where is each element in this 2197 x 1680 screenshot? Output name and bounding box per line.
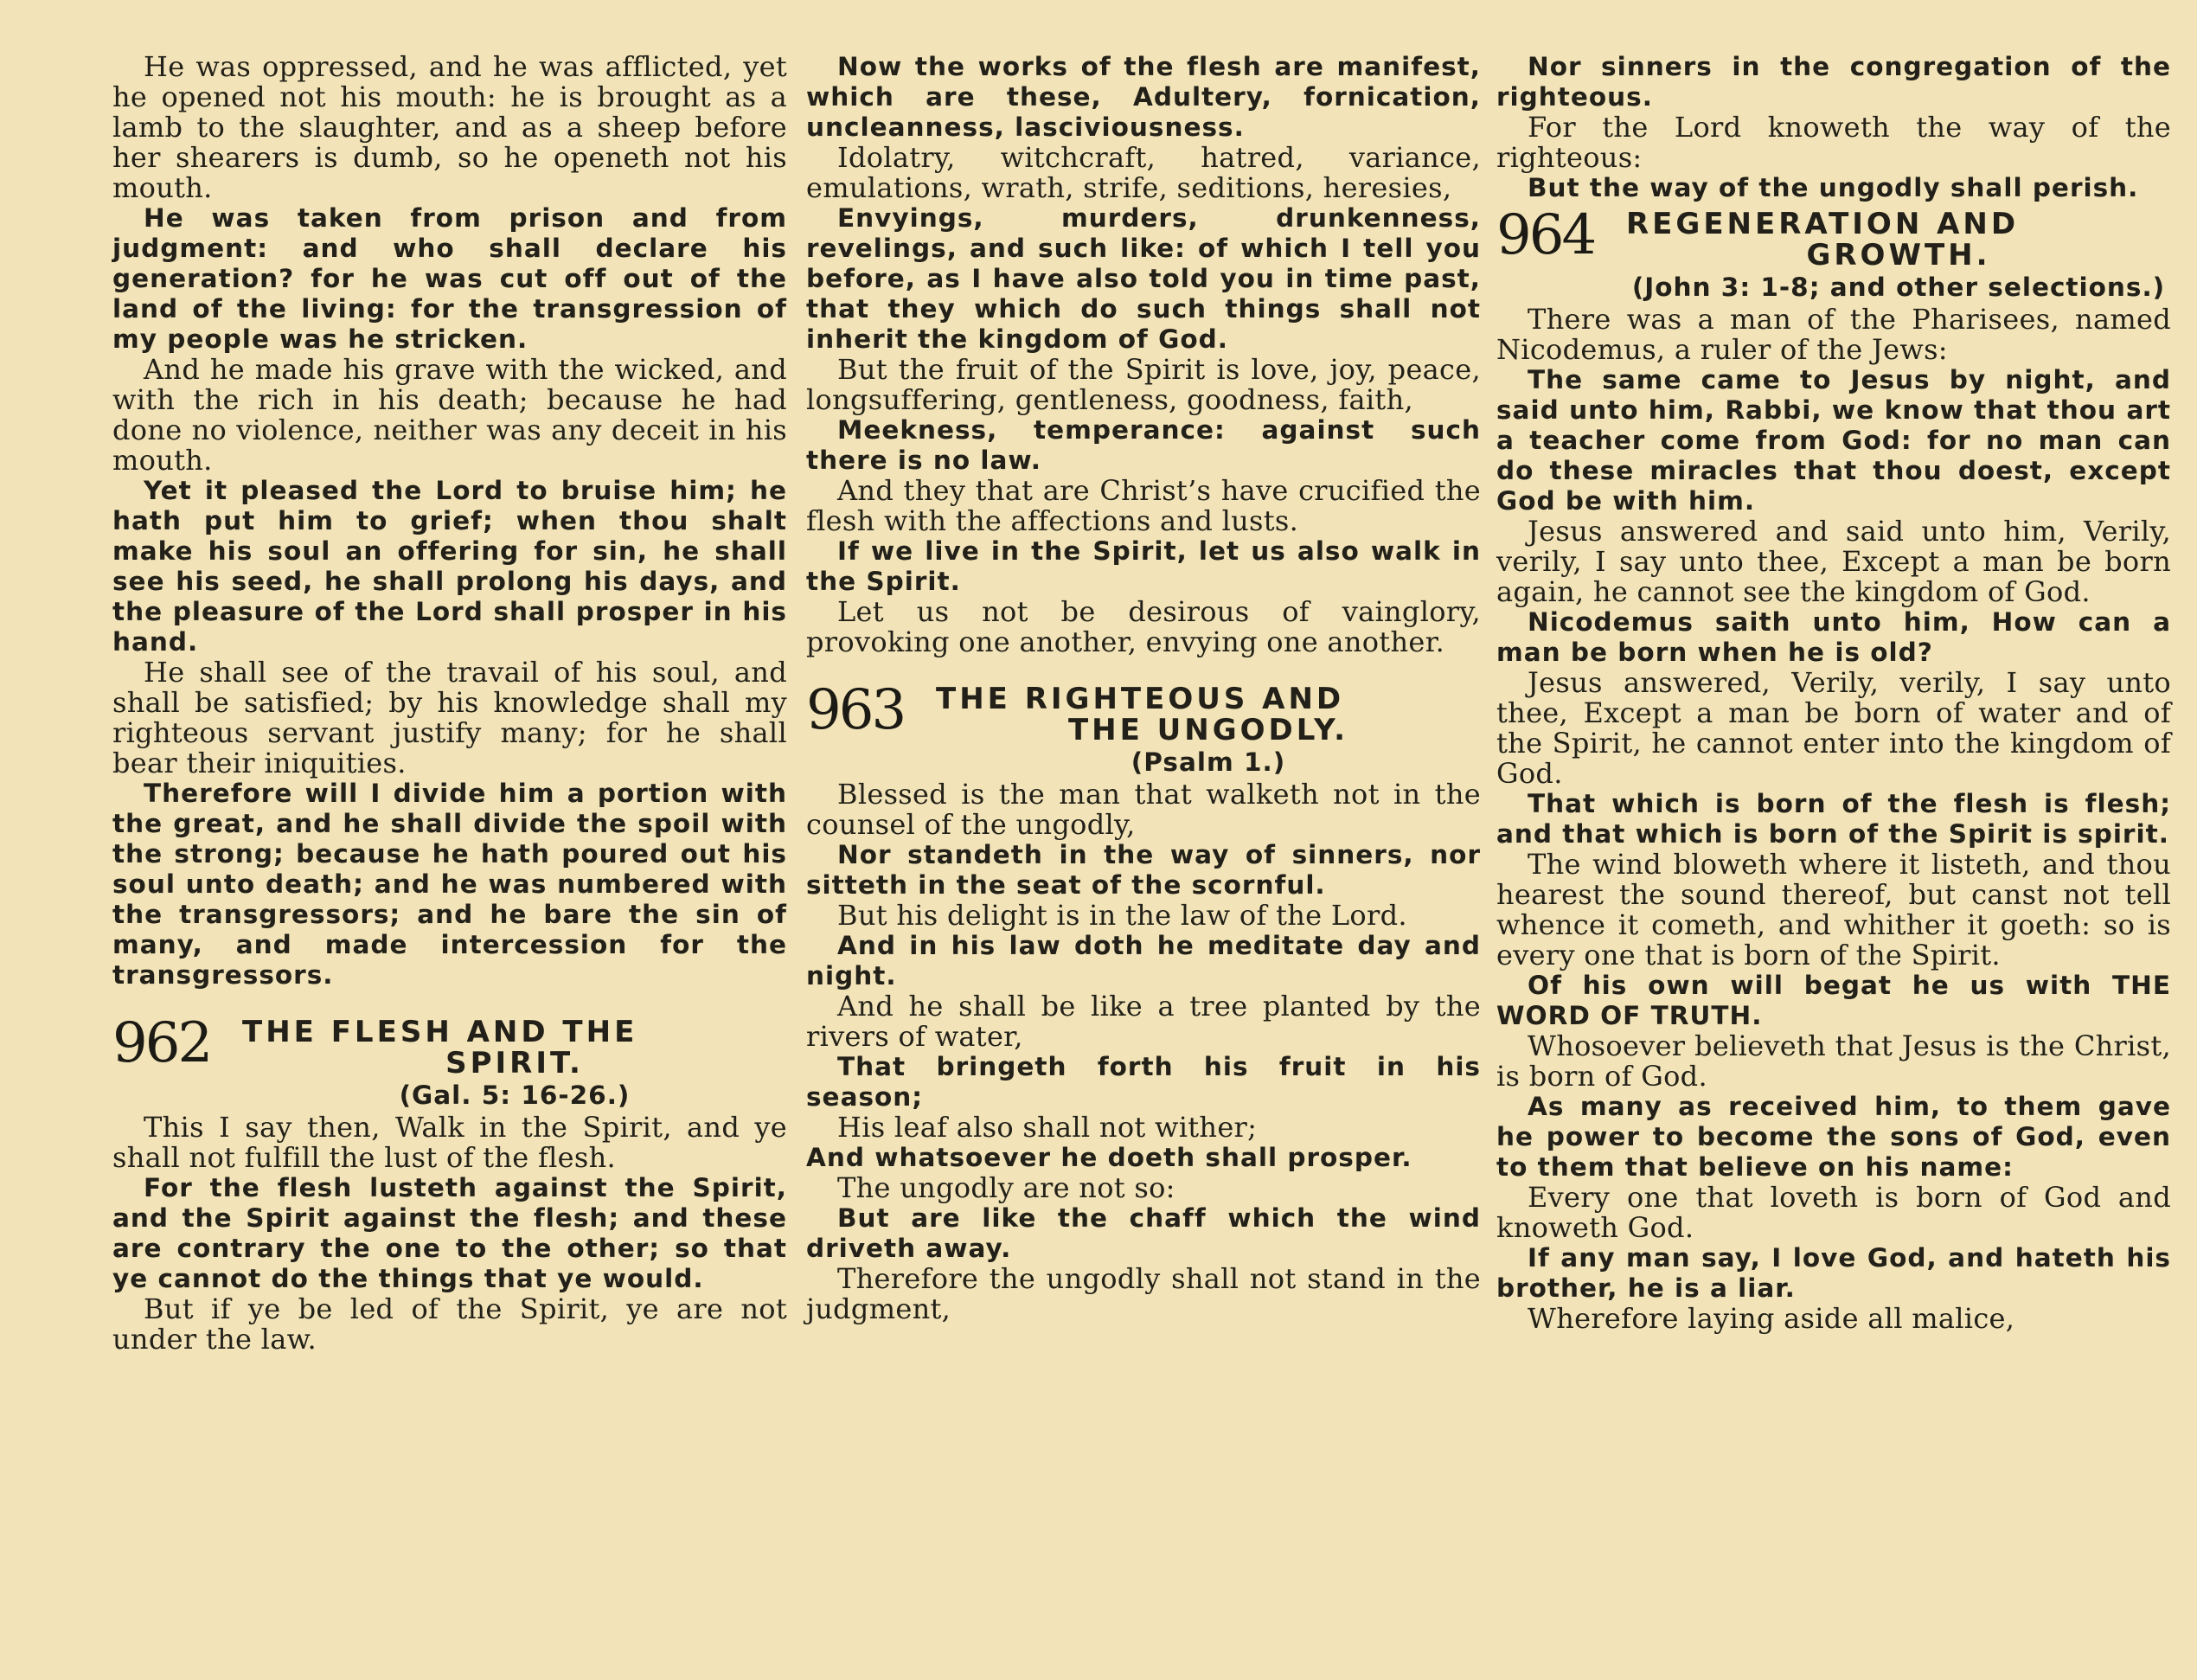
text-column-1 xyxy=(112,52,787,1355)
text-column-2 xyxy=(806,52,1481,1324)
reading-line: He shall see of the travail of his soul, and shall be satisfied; by his knowledge shall my righteous servant justify many; for he shall bear their iniquities. xyxy=(112,656,787,779)
section-number: 964 xyxy=(1496,203,1595,267)
reading-line: If any man say, I love God, and hateth his brother, he is a liar. xyxy=(1496,1243,2171,1303)
reading-line: For the Lord knoweth the way of the righteous: xyxy=(1496,111,2171,174)
reading-line: Jesus answered and said unto him, Verily, verily, I say unto thee, Except a man be born again, he cannot see the kingdom of God. xyxy=(1496,515,2171,608)
reading-line: Idolatry, witchcraft, hatred, variance, emulations, wrath, strife, seditions, heresies, xyxy=(806,141,1481,204)
reading-line: Therefore the ungodly shall not stand in the judgment, xyxy=(806,1262,1481,1325)
reading-line: That bringeth forth his fruit in his season; xyxy=(806,1052,1481,1112)
reading-line: Every one that loveth is born of God and knoweth God. xyxy=(1496,1181,2171,1244)
section-title xyxy=(936,683,1481,746)
text-column-3 xyxy=(1496,52,2171,1334)
section-heading-964 xyxy=(1496,203,2171,273)
reading-line: Nicodemus saith unto him, How can a man be born when he is old? xyxy=(1496,607,2171,667)
reading-line: As many as received him, to them gave he power to become the sons of God, even to them that believe on his name: xyxy=(1496,1092,2171,1182)
section-title-line-1: THE FLESH AND THE xyxy=(242,1015,638,1049)
scripture-reference: (Psalm 1.) xyxy=(1131,747,1286,777)
reading-line: His leaf also shall not wither; xyxy=(837,1111,1258,1144)
section-title-line-2: THE UNGODLY. xyxy=(1067,713,1349,747)
reading-line: And he shall be like a tree planted by the rivers of water, xyxy=(806,990,1481,1053)
reading-line: But his delight is in the law of the Lord. xyxy=(837,899,1407,932)
reading-line: And he made his grave with the wicked, and with the rich in his death; because he had done no violence, neither was any deceit in his mouth. xyxy=(112,353,787,477)
section-title xyxy=(1626,208,2171,271)
reading-line: But the way of the ungodly shall perish. xyxy=(1528,173,2139,202)
reading-line: But are like the chaff which the wind driveth away. xyxy=(806,1203,1481,1263)
section-heading-963 xyxy=(806,678,1481,747)
reading-line: Let us not be desirous of vainglory, provoking one another, envying one another. xyxy=(806,595,1481,658)
reading-line: Blessed is the man that walketh not in the counsel of the ungodly, xyxy=(806,778,1481,841)
scripture-reference: (Gal. 5: 16-26.) xyxy=(399,1080,631,1110)
reading-line: Wherefore laying aside all malice, xyxy=(1528,1302,2015,1335)
reading-line: That which is born of the flesh is flesh; and that which is born of the Spirit is spirit. xyxy=(1496,789,2171,849)
reading-line: Envyings, murders, drunkenness, revelings, and such like: of which I tell you before, as I have also told you in time past, that they which do such things shall not inherit the kingdom of God. xyxy=(806,203,1481,354)
reading-line: But if ye be led of the Spirit, ye are not under the law. xyxy=(112,1292,787,1356)
scripture-reference: (John 3: 1-8; and other selections.) xyxy=(1631,273,2166,302)
section-title xyxy=(242,1016,787,1079)
reading-line: But the fruit of the Spirit is love, joy, peace, longsuffering, gentleness, goodness, faith, xyxy=(806,353,1481,416)
reading-line: Meekness, temperance: against such there is no law. xyxy=(806,415,1481,475)
reading-line: This I say then, Walk in the Spirit, and ye shall not fulfill the lust of the flesh. xyxy=(112,1111,787,1174)
section-title-line-2: GROWTH. xyxy=(1806,238,1991,273)
section-title-line-1: REGENERATION AND xyxy=(1626,207,2020,241)
reading-line: He was oppressed, and he was afflicted, yet he opened not his mouth: he is brought as a lamb to the slaughter, and as a sheep before her shearers is dumb, so he openeth not his mouth. xyxy=(112,50,787,204)
reading-line: The wind bloweth where it listeth, and thou hearest the sound thereof, but canst not tell whence it cometh, and whither it goeth: so is every one that is born of the Spirit. xyxy=(1496,848,2171,971)
reading-line: If we live in the Spirit, let us also walk in the Spirit. xyxy=(806,536,1481,596)
reading-line: Whosoever believeth that Jesus is the Christ, is born of God. xyxy=(1496,1029,2171,1093)
section-number: 962 xyxy=(112,1011,211,1075)
reading-line: Jesus answered, Verily, verily, I say unto thee, Except a man be born of water and of the Spirit, he cannot enter into the kingdom of God. xyxy=(1496,666,2171,790)
reading-line: And in his law doth he meditate day and night. xyxy=(806,931,1481,991)
section-heading-962 xyxy=(112,1011,787,1080)
reading-line: He was taken from prison and from judgment: and who shall declare his generation? for he was cut off out of the land of the living: for the transgression of my people was he stricken. xyxy=(112,203,787,354)
reading-line: There was a man of the Pharisees, named Nicodemus, a ruler of the Jews: xyxy=(1496,303,2171,366)
reading-line: The same came to Jesus by night, and said unto him, Rabbi, we know that thou art a teacher come from God: for no man can do these miracles that thou doest, except God be with him. xyxy=(1496,365,2171,516)
reading-line: Therefore will I divide him a portion with the great, and he shall divide the spoil with the strong; because he hath poured out his soul unto death; and he was numbered with the transgressors; and he bare the sin of many, and made intercession for the transgressors. xyxy=(112,779,787,990)
section-number: 963 xyxy=(806,678,905,742)
reading-line: And whatsoever he doeth shall prosper. xyxy=(806,1143,1412,1172)
reading-line: And they that are Christ’s have crucified the flesh with the affections and lusts. xyxy=(806,474,1481,537)
section-title-line-1: THE RIGHTEOUS AND xyxy=(936,682,1345,716)
reading-line: For the flesh lusteth against the Spirit, and the Spirit against the flesh; and these are contrary the one to the other; so that ye cannot do the things that ye would. xyxy=(112,1173,787,1293)
reading-line: Nor sinners in the congregation of the righteous. xyxy=(1496,52,2171,112)
reading-line: Yet it pleased the Lord to bruise him; he hath put him to grief; when thou shalt make his soul an offering for sin, he shall see his seed, he shall prolong his days, and the pleasure of the Lord shall prosper in his hand. xyxy=(112,476,787,657)
reading-line: Now the works of the flesh are manifest, which are these, Adultery, fornication, uncleanness, lasciviousness. xyxy=(806,52,1481,142)
reading-line: Of his own will begat he us with THE WORD OF TRUTH. xyxy=(1496,971,2171,1030)
section-title-line-2: SPIRIT. xyxy=(445,1046,584,1080)
reading-line: Nor standeth in the way of sinners, nor sitteth in the seat of the scornful. xyxy=(806,840,1481,900)
reading-line: The ungodly are not so: xyxy=(837,1171,1175,1204)
